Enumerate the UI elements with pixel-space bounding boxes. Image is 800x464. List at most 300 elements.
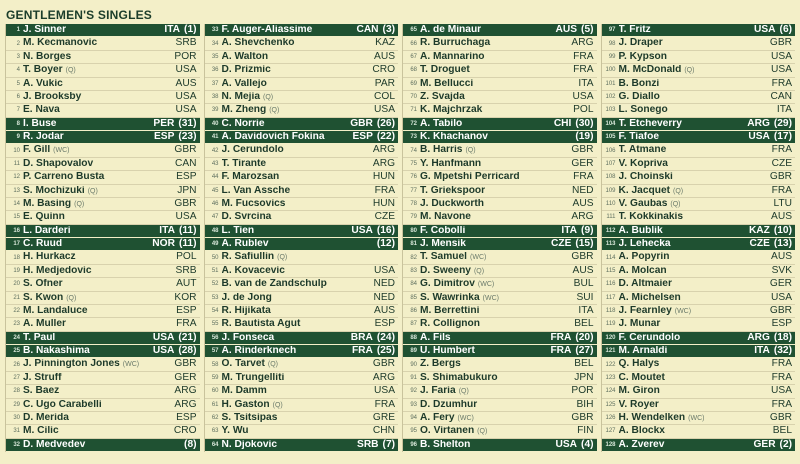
player-name-text: A. Mannarino — [420, 51, 485, 62]
player-name — [420, 239, 547, 249]
seed-number: (24) — [376, 331, 395, 343]
player-name-text: J. Cerundolo — [221, 145, 284, 156]
player-country: ESP — [352, 131, 373, 143]
entry-tag: (Q) — [465, 147, 476, 155]
player-name-text: M. Landaluce — [23, 305, 88, 316]
player-country: KOR — [174, 291, 197, 303]
draw-position: 10 — [13, 147, 20, 154]
player-country: NED — [571, 184, 594, 196]
player-country: CAN — [770, 90, 792, 102]
entry-tag: (Q) — [65, 67, 76, 75]
player-row — [6, 185, 200, 198]
player-name — [222, 279, 370, 289]
player-name-text: C. Norrie — [221, 118, 265, 129]
player-name — [23, 92, 172, 102]
player-name — [23, 199, 170, 209]
player-name-text: K. Khachanov — [420, 132, 488, 143]
player-name — [619, 172, 766, 182]
player-row — [403, 64, 597, 77]
draw-position: 74 — [410, 147, 417, 154]
player-name-text: A. Kovacevic — [221, 265, 285, 276]
entry-tag: (Q) — [74, 200, 85, 208]
player-country: CRO — [173, 425, 197, 437]
draw-position: 48 — [211, 227, 219, 234]
player-name-text: A. Popyrin — [618, 252, 670, 263]
seed-number: (28) — [178, 345, 197, 357]
player-country: BUL — [573, 278, 594, 290]
draw-position: 47 — [211, 214, 219, 221]
player-country: FRA — [771, 398, 792, 410]
player-name-text: S. Mochizuki — [23, 185, 85, 196]
player-row — [403, 185, 597, 198]
player-name-text: J. Faria — [420, 386, 456, 397]
player-row — [403, 385, 597, 398]
player-row — [6, 158, 200, 171]
player-row — [6, 78, 200, 91]
draw-position: 114 — [605, 254, 616, 261]
player-country: GBR — [350, 117, 373, 129]
draw-position: 100 — [605, 67, 616, 74]
draw-position: 70 — [410, 94, 417, 101]
player-row — [6, 64, 200, 77]
player-row — [205, 358, 399, 371]
draw-position: 104 — [605, 120, 616, 127]
player-name-text: Z. Bergs — [420, 359, 461, 370]
player-name-text: I. Buse — [23, 118, 57, 129]
player-country: BEL — [574, 318, 594, 330]
draw-position: 56 — [211, 334, 219, 341]
draw-position: 29 — [13, 401, 20, 408]
player-row — [205, 171, 399, 184]
player-name — [420, 373, 570, 383]
draw-position: 71 — [410, 107, 417, 114]
player-country: ARG — [372, 157, 395, 169]
entry-tag: (Q) — [267, 361, 279, 369]
player-name-text: A. Vallejo — [221, 78, 267, 89]
draw-position: 59 — [211, 374, 219, 381]
player-name-text: O. Virtanen — [420, 426, 475, 437]
draw-position: 35 — [211, 53, 219, 60]
player-row — [205, 372, 399, 385]
draw-position: 38 — [211, 94, 219, 101]
player-name — [23, 172, 172, 182]
player-row — [602, 399, 796, 412]
player-name — [619, 119, 744, 129]
player-country: ITA — [776, 104, 792, 116]
draw-position: 34 — [211, 40, 219, 47]
player-row — [602, 265, 796, 278]
player-name — [619, 79, 768, 89]
player-country: ESP — [176, 304, 197, 316]
draw-position: 96 — [410, 441, 417, 448]
player-name-text: B. Shelton — [420, 439, 471, 450]
player-name-text: A. de Minaur — [420, 25, 482, 36]
player-name-text: D. Medvedev — [23, 439, 86, 450]
player-country: PAR — [374, 77, 395, 89]
draw-position: 39 — [211, 107, 219, 114]
player-name — [619, 252, 768, 262]
player-name — [619, 52, 768, 62]
entry-tag: (Q) — [66, 294, 77, 302]
player-country: JPN — [177, 184, 197, 196]
player-name-text: L. Tien — [221, 225, 255, 236]
player-name — [619, 266, 768, 276]
player-country: LTU — [773, 197, 792, 209]
player-name-text: N. Mejia — [221, 91, 260, 102]
player-name — [619, 25, 751, 35]
seeded-player-row — [205, 238, 399, 251]
seed-number: (3) — [382, 24, 395, 36]
draw-position: 4 — [16, 67, 20, 74]
draw-position: 9 — [16, 134, 20, 141]
player-name-text: L. Van Assche — [221, 185, 291, 196]
draw-position: 18 — [13, 254, 20, 261]
draw-position: 51 — [211, 267, 219, 274]
player-country: GBR — [174, 197, 197, 209]
player-country: ITA — [578, 304, 594, 316]
player-name — [23, 52, 170, 62]
player-name — [619, 159, 768, 169]
draw-position: 95 — [410, 428, 417, 435]
player-name-text: D. Sweeny — [420, 265, 471, 276]
draw-position: 88 — [410, 334, 417, 341]
draw-position: 111 — [606, 214, 616, 221]
player-name — [420, 386, 567, 396]
player-name-text: T. Atmane — [618, 145, 667, 156]
player-name — [420, 25, 552, 35]
draw-position: 122 — [605, 361, 616, 368]
player-row — [602, 91, 796, 104]
entry-tag: (WC) — [688, 414, 705, 422]
player-row — [403, 51, 597, 64]
player-name-text: M. Trungelliti — [221, 372, 285, 383]
draw-position: 66 — [410, 40, 417, 47]
player-row — [205, 399, 399, 412]
player-name-text: H. Hurkacz — [23, 252, 76, 263]
player-row — [602, 144, 796, 157]
player-name-text: J. Mensik — [420, 239, 466, 250]
player-row — [602, 185, 796, 198]
seed-number: (2) — [779, 438, 792, 450]
player-name — [222, 79, 371, 89]
seed-number: (8) — [184, 438, 197, 450]
player-country: AUS — [572, 264, 594, 276]
draw-position: 20 — [13, 281, 20, 288]
player-name-text: M. Zheng — [221, 105, 267, 116]
player-name — [23, 359, 170, 369]
player-name — [23, 413, 172, 423]
player-country: NED — [373, 278, 395, 290]
draw-position: 73 — [410, 134, 417, 141]
seeded-player-row — [205, 131, 399, 144]
player-name-text: F. Marozsan — [221, 172, 280, 183]
entry-tag: (Q) — [458, 388, 469, 396]
seed-number: (27) — [575, 345, 594, 357]
draw-position: 127 — [605, 428, 616, 435]
player-name — [420, 400, 573, 410]
player-name — [222, 65, 369, 75]
player-row — [602, 158, 796, 171]
player-row — [205, 64, 399, 77]
player-row — [403, 198, 597, 211]
draw-position: 106 — [605, 147, 616, 154]
player-row — [6, 91, 200, 104]
player-row — [6, 292, 200, 305]
player-name-text: A. Fery — [420, 412, 455, 423]
player-name-text: M. Arnaldi — [618, 346, 668, 357]
player-country: USA — [152, 345, 175, 357]
player-row — [602, 251, 796, 264]
player-name-text: A. Rublev — [221, 239, 269, 250]
player-country: SVK — [771, 264, 792, 276]
player-name-text: M. McDonald — [618, 65, 682, 76]
player-name — [420, 333, 546, 343]
entry-tag: (Q) — [670, 200, 681, 208]
player-country: ITA — [578, 77, 594, 89]
player-country: USA — [572, 90, 594, 102]
seeded-player-row — [205, 24, 399, 37]
player-country: USA — [771, 385, 792, 397]
player-name — [222, 186, 371, 196]
draw-position: 81 — [410, 241, 417, 248]
player-name — [23, 212, 172, 222]
player-name — [222, 252, 392, 262]
player-name — [23, 266, 172, 276]
entry-tag: (Q) — [277, 254, 288, 262]
player-row — [602, 318, 796, 331]
entry-tag: (Q) — [269, 107, 280, 115]
seed-number: (16) — [376, 224, 395, 236]
draw-position: 97 — [608, 27, 616, 34]
player-country: AUS — [555, 24, 578, 36]
player-row — [205, 278, 399, 291]
player-row — [205, 305, 399, 318]
draw-position: 43 — [211, 160, 219, 167]
player-country: FRA — [573, 64, 594, 76]
draw-position: 128 — [605, 441, 616, 448]
player-row — [602, 37, 796, 50]
player-name-text: B. Bonzi — [618, 78, 660, 89]
player-name-text: J. Fonseca — [221, 332, 275, 343]
player-row — [403, 37, 597, 50]
player-name-text: A. Walton — [221, 51, 269, 62]
player-name-text: T. Tirante — [221, 158, 267, 169]
player-country: GER — [571, 157, 594, 169]
player-name — [420, 293, 573, 303]
seed-number: (12) — [376, 238, 395, 250]
draw-position: 30 — [13, 415, 20, 422]
seed-number: (7) — [382, 438, 395, 450]
draw-position: 85 — [410, 294, 417, 301]
player-country: GBR — [769, 171, 792, 183]
player-row — [403, 399, 597, 412]
entry-tag: (Q) — [272, 401, 283, 409]
player-row — [6, 278, 200, 291]
seeded-player-row — [205, 332, 399, 345]
player-name — [23, 426, 170, 436]
player-name — [619, 186, 768, 196]
player-country: AUT — [176, 278, 197, 290]
player-name — [222, 293, 370, 303]
player-row — [6, 425, 200, 438]
player-row — [205, 265, 399, 278]
player-country: ITA — [159, 224, 175, 236]
player-country: ARG — [174, 385, 197, 397]
draw-position: 84 — [410, 281, 417, 288]
player-name-text: B. Nakashima — [23, 346, 90, 357]
player-name-text: V. Royer — [618, 399, 659, 410]
player-country: USA — [748, 131, 770, 143]
player-name — [420, 38, 567, 48]
player-country: BIH — [576, 398, 594, 410]
player-name-text: V. Kopriva — [618, 158, 668, 169]
player-name-text: J. Duckworth — [420, 198, 484, 209]
player-country: USA — [374, 104, 395, 116]
player-country: GBR — [174, 144, 197, 156]
draw-position: 107 — [605, 160, 616, 167]
player-name — [222, 212, 371, 222]
player-row — [602, 51, 796, 64]
seed-number: (20) — [575, 331, 594, 343]
player-name — [222, 440, 354, 450]
player-country: USA — [555, 438, 578, 450]
player-name-text: T. Fritz — [618, 25, 651, 36]
player-name-text: D. Svrcina — [221, 212, 272, 223]
player-country: AUS — [771, 211, 792, 223]
player-row — [6, 385, 200, 398]
entry-tag: (Q) — [87, 187, 98, 195]
draw-position: 98 — [608, 40, 616, 47]
seeded-player-row — [403, 131, 597, 144]
player-country: AUS — [374, 50, 395, 62]
player-name — [420, 52, 569, 62]
player-country: AUS — [175, 77, 197, 89]
draw-position: 12 — [13, 174, 20, 181]
player-name — [23, 386, 170, 396]
entry-tag: (WC) — [122, 361, 140, 369]
seeded-player-row — [602, 24, 796, 37]
player-row — [403, 292, 597, 305]
player-country: USA — [771, 50, 792, 62]
player-row — [403, 211, 597, 224]
draw-position: 87 — [410, 321, 417, 328]
draw-position: 99 — [608, 53, 616, 60]
player-row — [6, 412, 200, 425]
player-name-text: D. Shapovalov — [23, 158, 94, 169]
player-name-text: G. Dimitrov — [420, 279, 475, 290]
draw-position: 101 — [605, 80, 616, 87]
draw-position: 7 — [16, 107, 20, 114]
player-name-text: D. Merida — [23, 412, 69, 423]
player-row — [403, 425, 597, 438]
player-name-text: L. Sonego — [618, 105, 668, 116]
entry-tag: (WC) — [457, 414, 474, 422]
player-name-text: P. Carreno Busta — [23, 172, 105, 183]
player-name — [23, 440, 176, 450]
player-country: ESP — [771, 318, 792, 330]
player-country: BRA — [350, 331, 373, 343]
player-name — [619, 212, 768, 222]
player-country: GBR — [769, 304, 792, 316]
player-name-text: C. Ugo Carabelli — [23, 399, 102, 410]
player-name — [23, 239, 148, 249]
seeded-player-row — [403, 225, 597, 238]
player-name — [222, 426, 369, 436]
draw-position: 93 — [410, 401, 417, 408]
player-name-text: F. Auger-Aliassime — [221, 25, 313, 36]
player-row — [6, 104, 200, 117]
draw-position: 118 — [605, 308, 616, 315]
player-country: FRA — [176, 318, 197, 330]
player-row — [205, 185, 399, 198]
draw-position: 53 — [211, 294, 219, 301]
player-country: ARG — [747, 117, 770, 129]
player-name-text: A. Vukic — [23, 78, 63, 89]
player-name — [420, 359, 570, 369]
seed-number: (6) — [779, 24, 792, 36]
player-country: PER — [153, 117, 175, 129]
player-country: ITA — [164, 24, 181, 36]
seed-number: (21) — [178, 331, 197, 343]
entry-tag: (WC) — [477, 281, 495, 289]
player-country: FRA — [351, 345, 373, 357]
draw-position: 15 — [13, 214, 20, 221]
player-name — [23, 186, 173, 196]
player-row — [205, 91, 399, 104]
player-country: CAN — [356, 24, 379, 36]
player-country: GER — [769, 278, 792, 290]
seeded-player-row — [602, 332, 796, 345]
seeded-player-row — [6, 118, 200, 131]
player-row — [403, 171, 597, 184]
player-name — [619, 279, 766, 289]
seed-number: (23) — [178, 131, 197, 143]
player-name — [23, 119, 149, 129]
draw-position: 19 — [13, 267, 20, 274]
player-name — [222, 400, 371, 410]
player-name-text: D. Altmaier — [618, 279, 672, 290]
player-row — [205, 198, 399, 211]
seeded-player-row — [602, 345, 796, 358]
player-country: CHN — [372, 425, 395, 437]
draw-position: 120 — [605, 334, 616, 341]
player-country: POR — [174, 50, 197, 62]
seeded-player-row — [403, 332, 597, 345]
player-country: HUN — [372, 197, 395, 209]
draw-position: 119 — [605, 321, 616, 328]
player-name-text: J. Munar — [618, 319, 661, 330]
player-name — [222, 38, 372, 48]
player-row — [602, 104, 796, 117]
draw-position: 26 — [13, 361, 20, 368]
player-country: ARG — [747, 331, 770, 343]
player-country: SRB — [175, 264, 197, 276]
entry-tag: (Q) — [673, 187, 684, 195]
player-row — [205, 251, 399, 264]
seed-number: (5) — [581, 24, 594, 36]
seeded-player-row — [6, 439, 200, 452]
player-name-text: C. Ruud — [23, 239, 63, 250]
player-row — [403, 158, 597, 171]
player-name-text: J. Sinner — [23, 25, 67, 36]
player-name-text: F. Tiafoe — [618, 132, 660, 143]
player-country: POR — [571, 385, 594, 397]
player-name — [222, 105, 371, 115]
draw-position: 92 — [410, 388, 417, 395]
seeded-player-row — [205, 439, 399, 452]
draw-position: 2 — [16, 40, 20, 47]
player-name — [619, 359, 768, 369]
